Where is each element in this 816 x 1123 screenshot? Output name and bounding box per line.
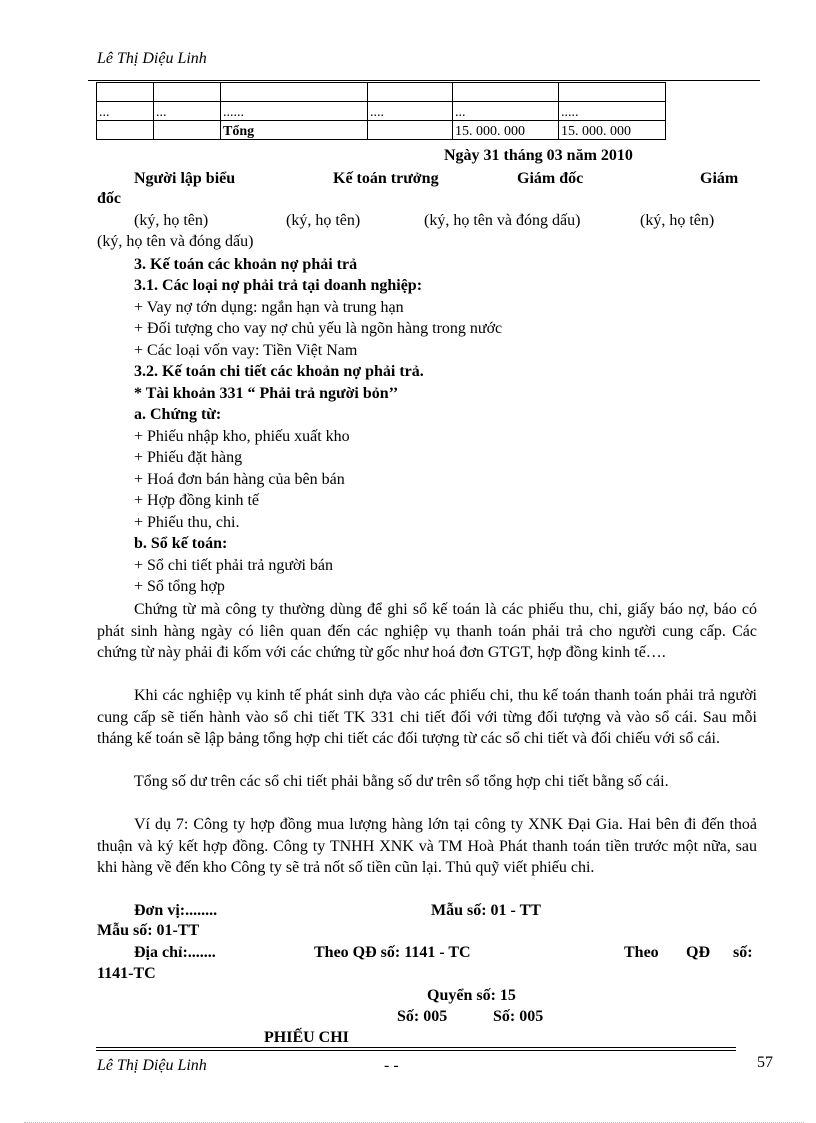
voucher-form-no-2: Mẫu số: 01-TT xyxy=(97,922,200,939)
list-item: + Sổ tổng hợp xyxy=(134,578,225,595)
voucher-decision-2: QĐ xyxy=(686,944,710,961)
voucher-unit: Đơn vị:........ xyxy=(134,902,218,919)
footer-rule xyxy=(96,1050,736,1051)
table-row xyxy=(97,83,666,102)
header-rule xyxy=(88,80,760,81)
voucher-number-2: Số: 005 xyxy=(493,1008,544,1025)
signature-title-chief-accountant: Kế toán trưởng xyxy=(333,170,439,187)
list-item: + Đối tượng cho vay nợ chủ yếu là ngõn hàng trong nước xyxy=(134,320,503,337)
voucher-title: PHIẾU CHI xyxy=(264,1029,349,1046)
list-item: + Phiếu thu, chi. xyxy=(134,514,240,531)
signature-title-director-2-cont: đốc xyxy=(97,190,121,207)
ledger-table xyxy=(96,82,666,140)
table-cell: ...... xyxy=(221,102,368,121)
table-cell: ..... xyxy=(559,102,666,121)
footer-rule xyxy=(96,1047,736,1048)
total-label-cell: Tổng xyxy=(221,121,368,140)
voucher-book: Quyển số: 15 xyxy=(427,987,516,1004)
table-cell xyxy=(154,83,221,102)
list-item: + Hợp đồng kinh tế xyxy=(134,492,260,509)
voucher-decision-2: Theo xyxy=(624,944,659,961)
signature-note: (ký, họ tên) xyxy=(286,212,361,229)
section-heading: 3. Kế toán các khoản nợ phải trả xyxy=(134,256,358,273)
table-cell xyxy=(368,121,453,140)
paragraph: Ví dụ 7: Công ty hợp đồng mua lượng hàng lớn tại công ty XNK Đại Gia. Hai bên đi đến thoả thuận và ký kết hợp đồng. Công ty TNHH XNK và TM Hoà Phát thanh toán tiền trước một nữa, sau khi hàng về đến kho Công ty sẽ trả nốt số tiền cũn lại. Thủ quỹ viết phiếu chi. xyxy=(97,816,757,876)
signature-note: (ký, họ tên) xyxy=(640,212,715,229)
list-item: + Hoá đơn bán hàng của bên bán xyxy=(134,471,345,488)
table-cell: ... xyxy=(453,102,559,121)
table-cell xyxy=(559,83,666,102)
signature-title-director: Giám đốc xyxy=(517,170,584,187)
paragraph: Chứng từ mà công ty thường dùng để ghi sổ kế toán là các phiếu thu, chi, giấy báo nợ, báo có phát sinh hàng ngày có liên quan đến các nghiệp vụ thanh toán phải trả cho người cung cấp. Các chứng từ này phải đi kốm với các chứng từ gốc như hoá đơn GTGT, hợp đồng kinh tế…. xyxy=(97,601,757,661)
subsection-heading: 3.2. Kế toán chi tiết các khoản nợ phải trả. xyxy=(134,363,424,380)
list-item: + Phiếu đặt hàng xyxy=(134,449,243,466)
list-item: + Sổ chi tiết phải trả người bán xyxy=(134,557,334,574)
table-cell: ... xyxy=(97,102,154,121)
paragraph: Tổng số dư trên các sổ chi tiết phải bằng số dư trên sổ tổng hợp chi tiết bằng số cái. xyxy=(134,773,669,790)
list-item: + Vay nợ tớn dụng: ngắn hạn và trung hạn xyxy=(134,299,404,316)
list-item: + Phiếu nhập kho, phiếu xuất kho xyxy=(134,428,350,445)
table-cell xyxy=(221,83,368,102)
voucher-decision-2: số: xyxy=(733,944,753,961)
table-cell xyxy=(453,83,559,102)
table-cell: ... xyxy=(154,102,221,121)
list-item: + Các loại vốn vay: Tiền Việt Nam xyxy=(134,342,358,359)
account-heading: * Tài khoản 331 “ Phải trả người bỏn’’ xyxy=(134,385,399,402)
voucher-number: Số: 005 xyxy=(397,1008,448,1025)
voucher-decision: Theo QĐ số: 1141 - TC xyxy=(314,944,471,961)
footer-separator: - - xyxy=(384,1057,399,1074)
table-row-total xyxy=(97,121,666,140)
table-cell xyxy=(154,121,221,140)
table-cell xyxy=(368,83,453,102)
footer-author: Lê Thị Diệu Linh xyxy=(97,1057,207,1074)
subheading: a. Chứng từ: xyxy=(134,406,222,423)
paragraph: Khi các nghiệp vụ kinh tế phát sinh dựa vào các phiếu chi, thu kế toán thanh toán phải trả người cung cấp sẽ tiến hành vào sổ chi tiết TK 331 chi tiết đối với từng đối tượng và vào sổ cái. Sau mỗi tháng kế toán sẽ lập bảng tổng hợp chi tiết các đối tượng từ các sổ chi tiết và đối chiếu với sổ cái. xyxy=(97,687,757,747)
table-cell xyxy=(97,121,154,140)
signature-note: (ký, họ tên) xyxy=(134,212,209,229)
signature-note: (ký, họ tên và đóng dấu) xyxy=(97,233,254,250)
signature-note: (ký, họ tên và đóng dấu) xyxy=(424,212,581,229)
table-row xyxy=(97,102,666,121)
page-number: 57 xyxy=(757,1054,773,1071)
header-author: Lê Thị Diệu Linh xyxy=(97,50,207,67)
voucher-decision-2-cont: 1141-TC xyxy=(97,965,156,982)
total-debit-cell: 15. 000. 000 xyxy=(453,121,559,140)
signature-title-director-2: Giám xyxy=(700,170,739,187)
voucher-address: Địa chỉ:....... xyxy=(134,944,216,961)
signature-title-preparer: Người lập biểu xyxy=(134,170,236,187)
subsection-heading: 3.1. Các loại nợ phải trả tại doanh nghiệp: xyxy=(134,277,423,294)
voucher-form-no: Mẫu số: 01 - TT xyxy=(431,902,541,919)
total-credit-cell: 15. 000. 000 xyxy=(559,121,666,140)
signature-date: Ngày 31 tháng 03 năm 2010 xyxy=(444,147,633,164)
table-cell: .... xyxy=(368,102,453,121)
table-cell xyxy=(97,83,154,102)
subheading: b. Sổ kế toán: xyxy=(134,535,228,552)
